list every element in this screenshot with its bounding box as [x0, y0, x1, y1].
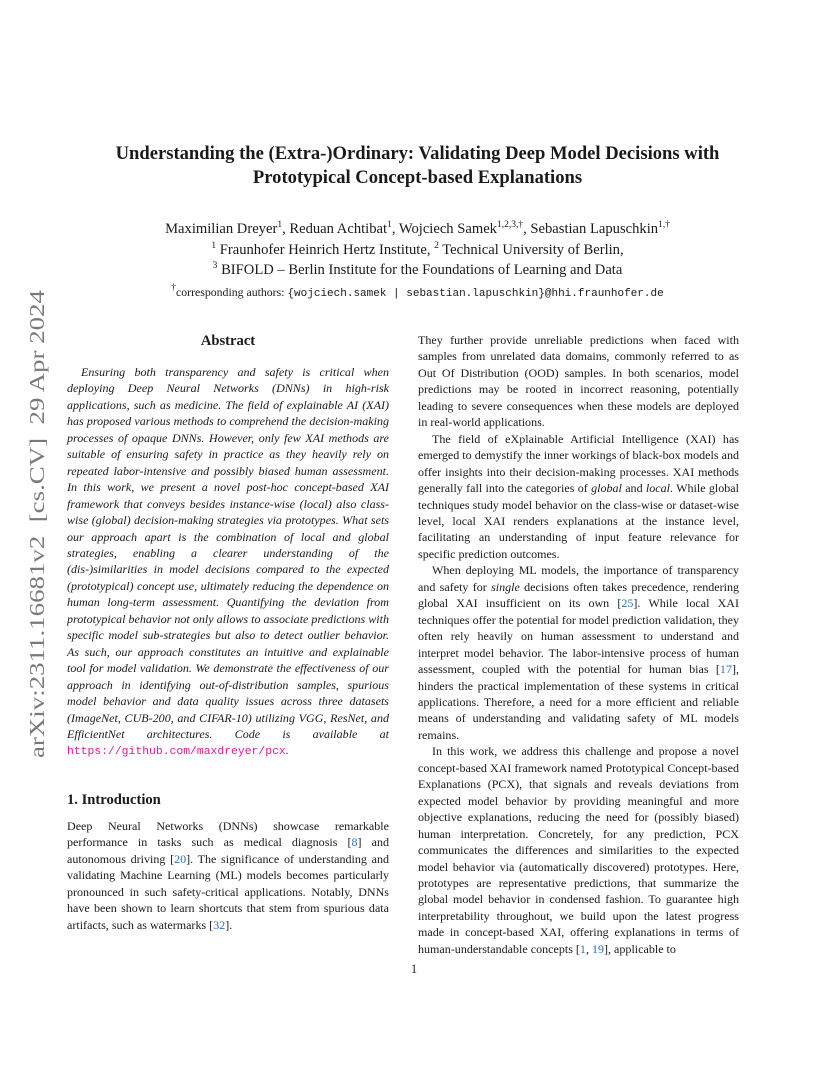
text-run: ]. While local XAI techniques offer the potential for model prediction validation, they often rely heavily on human assessment to understand and interpret model behavior. The labor-intensive process of human assessment, coupled with the potential for human bias [ — [418, 596, 739, 677]
abstract-text: Ensuring both transparency and safety is critical when deploying Deep Neural Networks (DNNs) in high-risk applications, such as medicine. The field of explainable AI (XAI) has proposed various methods to comprehend the decision-making processes of opaque DNNs. However, only few XAI methods are suitable of ensuring safety in practice as they heavily rely on repeated labor-intensive and possibly biased human assessment. In this work, we present a novel post-hoc concept-based XAI framework that conveys besides instance-wise (local) also class-wise (global) decision-making strategies via prototypes. What sets our approach apart is the combination of local and global strategies, enabling a clearer understanding of the (dis-)similarities in model decisions compared to the expected (prototypical) concept use, ultimately reducing the dependence on human long-term assessment. Quantifying the deviation from prototypical behavior not only allows to associate predictions with specific model sub-strategies but also to detect outlier behavior. As such, our approach constitutes an intuitive and explainable tool for model validation. We demonstrate the effectiveness of our approach in identifying out-of-distribution samples, spurious model behavior and data quality issues across three datasets (ImageNet, CUB-200, and CIFAR-10) utilizing VGG, ResNet, and EfficientNet architectures. Code is available at — [67, 365, 389, 741]
title-line-1: Understanding the (Extra-)Ordinary: Validating Deep Model Decisions with — [115, 143, 720, 164]
right-column — [418, 332, 739, 957]
corresponding-authors — [70, 282, 765, 305]
arxiv-id-text: arXiv:2311.16681v2 [cs.CV] 29 Apr 2024 — [25, 383, 49, 758]
author-block — [70, 219, 765, 304]
abstract-body — [67, 364, 389, 761]
intro-paragraph — [67, 818, 389, 933]
author-name: Sebastian Lapuschkin — [530, 221, 659, 237]
emphasis: single — [491, 579, 520, 594]
corr-label: corresponding authors: — [176, 284, 288, 299]
citation-link[interactable]: 1 — [579, 941, 586, 956]
text-run: The field of eXplainable Artificial Intelligence (XAI) has emerged to demystify the inner workings of black-box models and offer insights into their decision-making processes. XAI methods generally fall into the categories of — [418, 431, 739, 496]
citation-link[interactable]: 25 — [621, 596, 634, 611]
author-affil: 1 — [277, 220, 283, 230]
author-name: Wojciech Samek — [398, 221, 497, 237]
dagger-mark: † — [171, 282, 177, 293]
text-run: ]. The significance of understanding and validating Machine Learning (ML) models becomes particularly pronounced in such safety-critical applications. Notably, DNNs have been shown to learn shortcuts that stem from spurious data artifacts, such as watermarks [ — [67, 851, 389, 932]
author-name: Maximilian Dreyer — [165, 221, 278, 237]
author-name: Reduan Achtibat — [289, 221, 388, 237]
text-run: In this work, we address this challenge and propose a novel concept-based XAI framework named Prototypical Concept-based Explanations (PCX), that signals and reveals deviations from expected model behavior by providing meaningful and more objective explanations, reducing the need for (possibly biased) human interpretation. Concretely, for any prediction, PCX communicates the differences and similarities to the expected model behavior via (automatically discovered) prototypes. Here, prototypes are representative predictions, that summarize the global model behavior in condensed fashion. To guarantee high interpretability throughout, we build upon the latest progress made in concept-based XAI, offering explanations in terms of human-understandable concepts [ — [418, 744, 739, 956]
paragraph — [418, 743, 739, 957]
left-column — [67, 332, 389, 933]
affil-number: 2 — [434, 240, 439, 251]
page-number: 1 — [410, 962, 418, 976]
citation-link[interactable]: 19 — [591, 941, 605, 956]
affil-number: 1 — [211, 240, 217, 251]
arxiv-identifier — [22, 286, 50, 758]
section-heading-introduction: 1. Introduction — [67, 791, 161, 808]
code-link[interactable]: https://github.com/maxdreyer/pcx — [67, 746, 286, 759]
text-run: When deploying ML models, the importance of transparency and safety for — [418, 563, 739, 594]
abstract-end: . — [285, 743, 289, 758]
paper-title — [70, 142, 765, 189]
abstract-heading: Abstract — [200, 333, 256, 349]
citation-link[interactable]: 17 — [719, 662, 732, 677]
emphasis: local — [645, 481, 671, 496]
paragraph — [418, 431, 739, 563]
citation-link[interactable]: 32 — [213, 917, 226, 932]
author-affil: 1,† — [658, 220, 670, 230]
citation-link[interactable]: 8 — [351, 835, 358, 850]
author-affil: 1 — [387, 220, 392, 230]
affiliation-line — [70, 260, 765, 281]
affiliation: Technical University of Berlin, — [442, 241, 624, 258]
affiliation: BIFOLD – Berlin Institute for the Foundations of Learning and Data — [221, 262, 623, 278]
text-run: ], applicable to — [604, 941, 676, 956]
paragraph: They further provide unreliable predictions when faced with samples from unrelated data domains, commonly referred to as Out Of Distribution (OOD) samples. In both scenarios, model predictions may be rooted in incorrect reasoning, potentially leading to severe consequences when these models are deployed in real-world applications. — [418, 333, 739, 430]
title-line-2: Prototypical Concept-based Explanations — [252, 166, 583, 188]
affil-number: 3 — [212, 261, 218, 271]
text-run: and — [621, 481, 646, 496]
corr-emails[interactable]: {wojciech.samek | sebastian.lapuschkin}@hhi.fraunhofer.de — [287, 287, 664, 300]
citation-link[interactable]: 20 — [174, 851, 187, 866]
emphasis: global — [591, 481, 622, 496]
text-run: , — [585, 941, 592, 956]
text-run: decisions often takes precedence, rendering global XAI insufficient on its own [ — [418, 579, 739, 611]
affiliation-line — [70, 240, 765, 261]
text-run: ]. — [225, 917, 233, 932]
affiliation: Fraunhofer Heinrich Hertz Institute, — [219, 241, 431, 258]
paragraph — [418, 562, 739, 743]
text-run: . While global techniques study model behavior on the class-wise or dataset-wise level, local XAI renders explanations at the instance level, facilitating an understanding of input feature relevance for specific prediction outcomes. — [418, 481, 739, 561]
text-run: Deep Neural Networks (DNNs) showcase remarkable performance in tasks such as medical diagnosis [ — [67, 818, 389, 850]
author-affil: 1,2,3,† — [496, 220, 524, 230]
text-run: ], hinders the practical implementation of these systems in critical applications. Therefore, a need for a more efficient and reliable means of understanding and validating safety of ML models remains. — [418, 662, 739, 742]
author-line: Maximilian Dreyer$^1$, Reduan Achtibat$^1$, Wojciech Samek$^{1,2,3,\dagger}$, Sebastian Lapuschkin$^{1,\dagger}$ — [165, 220, 670, 237]
text-run: ] and autonomous driving [ — [67, 835, 389, 866]
